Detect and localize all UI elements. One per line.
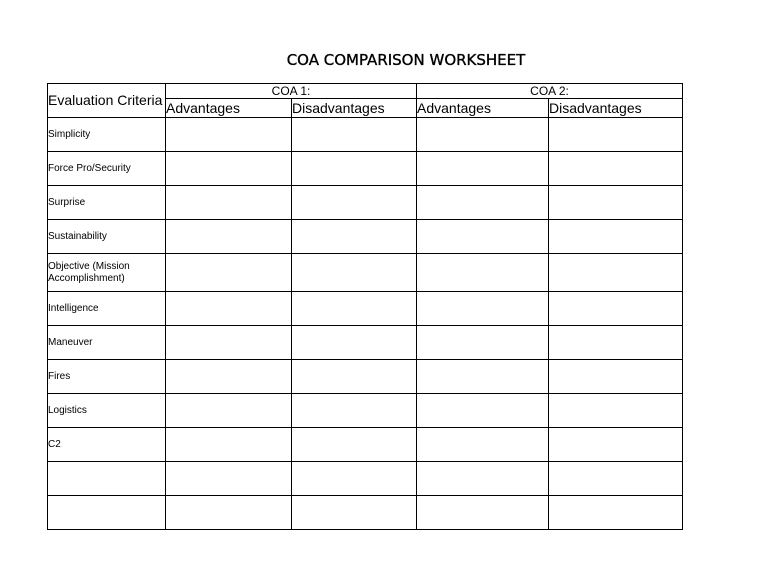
coa-1-advantages-cell[interactable]	[166, 462, 292, 496]
coa-2-disadvantages-cell[interactable]	[549, 292, 683, 326]
criterion-label: Intelligence	[48, 292, 166, 326]
coa-1-disadvantages-cell[interactable]	[292, 186, 417, 220]
coa-2-disadvantages-cell[interactable]	[549, 394, 683, 428]
coa-1-advantages-cell[interactable]	[166, 220, 292, 254]
coa-2-advantages-cell[interactable]	[417, 118, 549, 152]
coa-2-advantages-cell[interactable]	[417, 220, 549, 254]
coa-2-disadvantages-cell[interactable]	[549, 428, 683, 462]
table-row	[48, 292, 683, 326]
coa-2-advantages-cell[interactable]	[417, 428, 549, 462]
coa-2-advantages-cell[interactable]	[417, 496, 549, 530]
coa-1-disadvantages-cell[interactable]	[292, 292, 417, 326]
coa-1-disadvantages-cell[interactable]	[292, 220, 417, 254]
criterion-label: C2	[48, 428, 166, 462]
coa-2-disadvantages-cell[interactable]	[549, 462, 683, 496]
table-row	[48, 118, 683, 152]
coa-2-disadvantages-cell[interactable]	[549, 118, 683, 152]
coa-2-disadvantages-cell[interactable]	[549, 254, 683, 292]
coa-2-advantages-cell[interactable]	[417, 394, 549, 428]
criterion-label: Objective (Mission Accomplishment)	[48, 254, 166, 292]
header-row-coa	[48, 84, 683, 99]
coa-2-advantages-cell[interactable]	[417, 152, 549, 186]
coa-1-header: COA 1:	[166, 84, 417, 99]
coa-1-advantages-cell[interactable]	[166, 118, 292, 152]
coa-1-advantages-cell[interactable]	[166, 254, 292, 292]
coa-1-advantages-cell[interactable]	[166, 394, 292, 428]
criterion-label: Sustainability	[48, 220, 166, 254]
coa-2-disadvantages-cell[interactable]	[549, 496, 683, 530]
table-row	[48, 496, 683, 530]
coa-1-disadvantages-cell[interactable]	[292, 496, 417, 530]
table-row	[48, 326, 683, 360]
coa-2-disadvantages-cell[interactable]	[549, 186, 683, 220]
table-row	[48, 254, 683, 292]
worksheet-title: COA COMPARISON WORKSHEET	[286, 51, 526, 69]
coa-1-advantages-cell[interactable]	[166, 428, 292, 462]
coa-1-advantages-cell[interactable]	[166, 360, 292, 394]
coa-2-advantages-header: Advantages	[417, 99, 549, 118]
table-row	[48, 394, 683, 428]
criterion-label: Logistics	[48, 394, 166, 428]
coa-2-disadvantages-cell[interactable]	[549, 360, 683, 394]
coa-1-disadvantages-cell[interactable]	[292, 152, 417, 186]
coa-2-advantages-cell[interactable]	[417, 462, 549, 496]
evaluation-criteria-header: Evaluation Criteria	[48, 84, 166, 118]
coa-1-disadvantages-cell[interactable]	[292, 462, 417, 496]
table-row	[48, 220, 683, 254]
coa-2-header: COA 2:	[417, 84, 683, 99]
table-row	[48, 152, 683, 186]
coa-2-advantages-cell[interactable]	[417, 326, 549, 360]
criterion-label: Fires	[48, 360, 166, 394]
coa-1-disadvantages-cell[interactable]	[292, 394, 417, 428]
table-row	[48, 186, 683, 220]
coa-1-disadvantages-cell[interactable]	[292, 428, 417, 462]
coa-1-advantages-header: Advantages	[166, 99, 292, 118]
coa-2-disadvantages-cell[interactable]	[549, 326, 683, 360]
coa-1-advantages-cell[interactable]	[166, 186, 292, 220]
criteria-rows	[48, 118, 683, 530]
coa-1-advantages-cell[interactable]	[166, 326, 292, 360]
criterion-label	[48, 496, 166, 530]
table-row	[48, 428, 683, 462]
coa-2-disadvantages-cell[interactable]	[549, 152, 683, 186]
coa-2-advantages-cell[interactable]	[417, 186, 549, 220]
coa-1-disadvantages-cell[interactable]	[292, 254, 417, 292]
coa-1-advantages-cell[interactable]	[166, 152, 292, 186]
criterion-label: Simplicity	[48, 118, 166, 152]
coa-1-advantages-cell[interactable]	[166, 496, 292, 530]
coa-1-disadvantages-cell[interactable]	[292, 118, 417, 152]
coa-1-disadvantages-cell[interactable]	[292, 326, 417, 360]
criterion-label: Surprise	[48, 186, 166, 220]
coa-comparison-table	[47, 83, 683, 530]
coa-1-disadvantages-header: Disadvantages	[292, 99, 417, 118]
coa-2-advantages-cell[interactable]	[417, 292, 549, 326]
coa-2-advantages-cell[interactable]	[417, 254, 549, 292]
coa-1-disadvantages-cell[interactable]	[292, 360, 417, 394]
coa-2-advantages-cell[interactable]	[417, 360, 549, 394]
coa-1-advantages-cell[interactable]	[166, 292, 292, 326]
coa-2-disadvantages-cell[interactable]	[549, 220, 683, 254]
table-row	[48, 462, 683, 496]
criterion-label: Maneuver	[48, 326, 166, 360]
criterion-label	[48, 462, 166, 496]
table-row	[48, 360, 683, 394]
coa-2-disadvantages-header: Disadvantages	[549, 99, 683, 118]
criterion-label: Force Pro/Security	[48, 152, 166, 186]
